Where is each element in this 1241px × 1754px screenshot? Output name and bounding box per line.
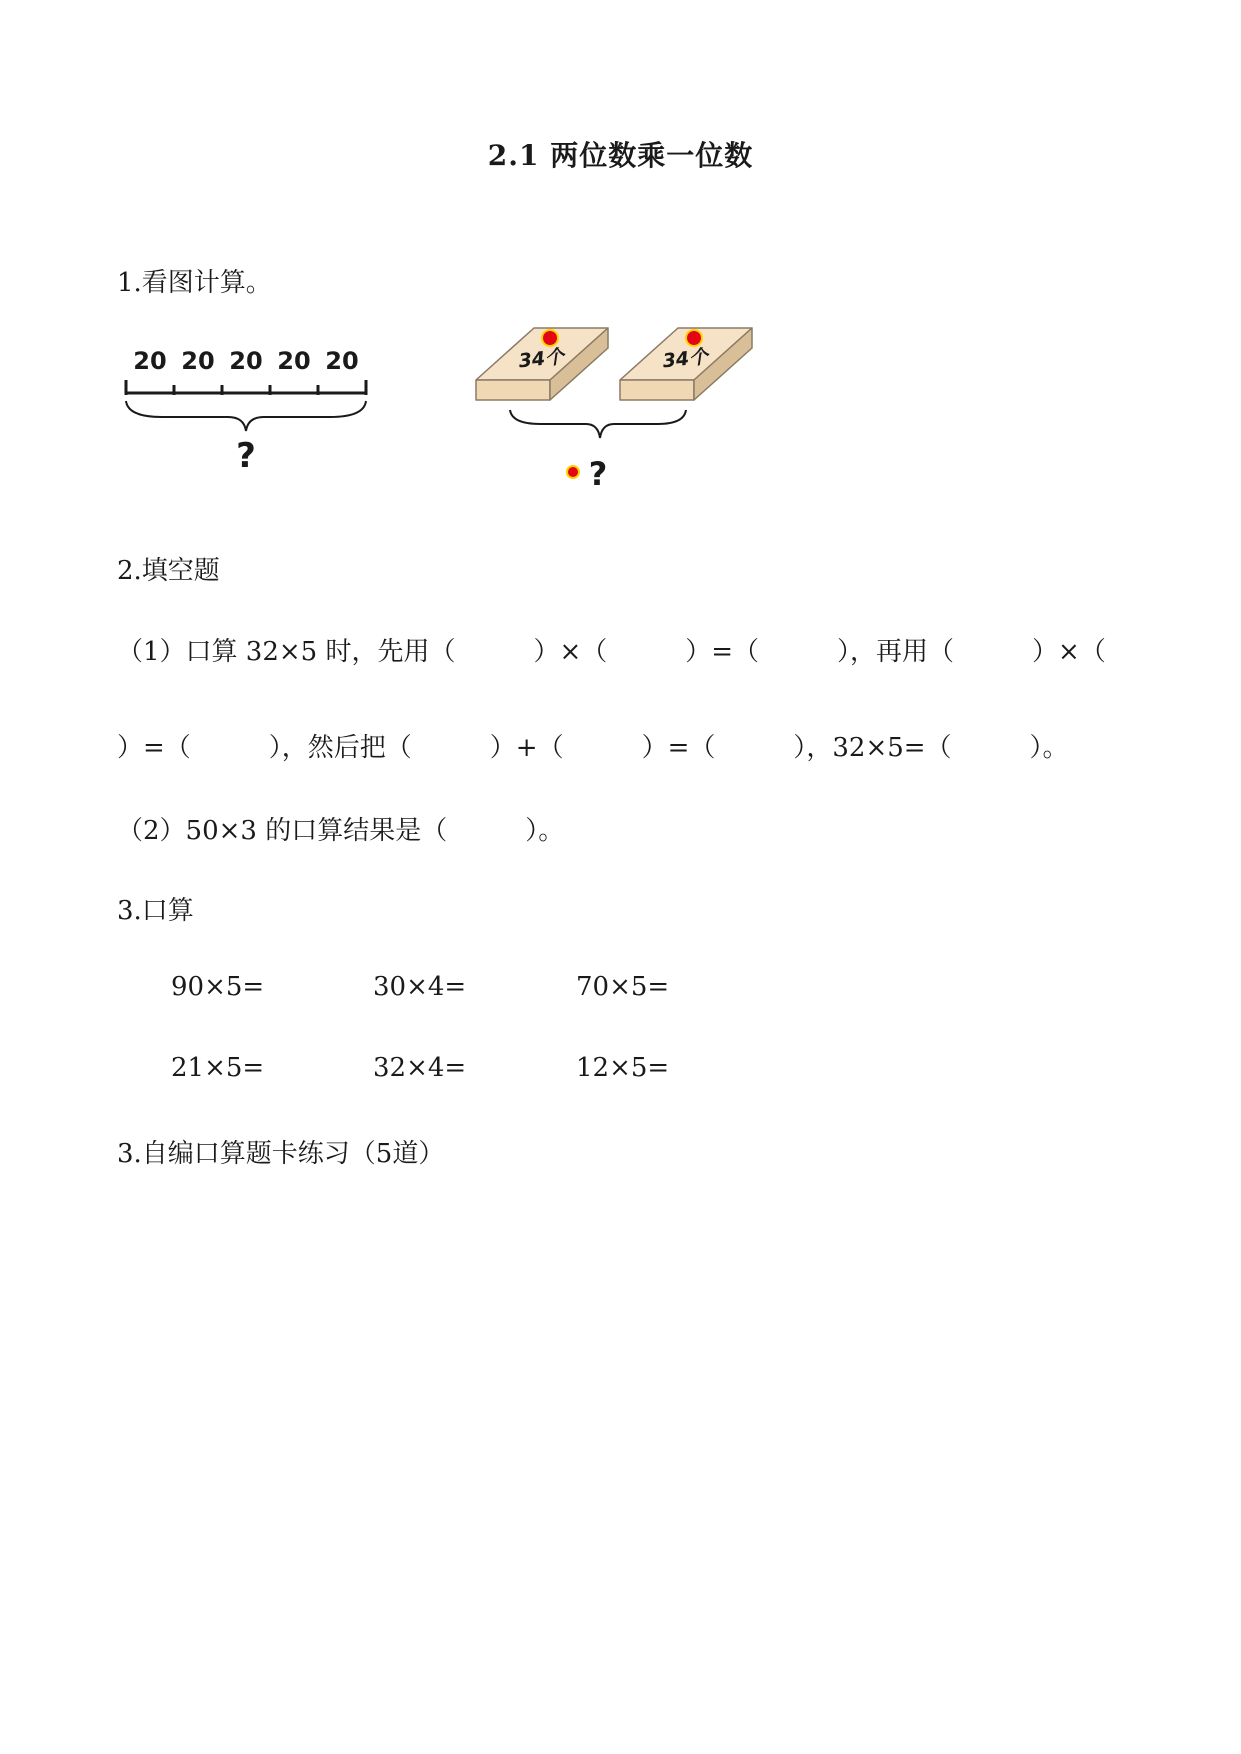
- oral-calc-item: 12×5=: [576, 1053, 670, 1083]
- q2-heading: 2.填空题: [117, 556, 220, 586]
- segment-label: 20: [133, 347, 167, 375]
- q2-line3: （2）50×3 的口算结果是（ ）。: [117, 816, 565, 846]
- red-dot-icon: [542, 330, 558, 346]
- q2-line2: ）=（ ），然后把（ ）+（ ）=（ ），32×5=（ ）。: [117, 733, 1069, 763]
- segment-label: 20: [181, 347, 215, 375]
- segment-label: 20: [325, 347, 359, 375]
- red-dot-icon: [686, 330, 702, 346]
- page-title: 2.1 两位数乘一位数: [487, 139, 754, 172]
- oral-calc-item: 70×5=: [576, 972, 670, 1002]
- red-dot-icon: [567, 466, 579, 478]
- oral-calc-item: 90×5=: [171, 972, 265, 1002]
- brace: [510, 410, 686, 438]
- oral-calc-item: 30×4=: [373, 972, 467, 1002]
- q4-heading: 3.自编口算题卡练习（5道）: [117, 1139, 445, 1169]
- question-mark: ?: [236, 436, 256, 476]
- question-mark: ?: [588, 455, 608, 493]
- number-line-figure: [110, 335, 380, 495]
- brace: [126, 401, 366, 431]
- segment-label: 20: [277, 347, 311, 375]
- box-label: 34个: [661, 345, 710, 373]
- q2-line1: （1）口算 32×5 时，先用（ ）×（ ）=（ ），再用（ ）×（: [117, 637, 1106, 667]
- oral-calc-item: 32×4=: [373, 1053, 467, 1083]
- segment-label: 20: [229, 347, 263, 375]
- box-label: 34个: [517, 345, 566, 373]
- q1-heading: 1.看图计算。: [117, 268, 272, 298]
- boxes-figure: [470, 318, 760, 493]
- q3-heading: 3.口算: [117, 896, 194, 926]
- oral-calc-item: 21×5=: [171, 1053, 265, 1083]
